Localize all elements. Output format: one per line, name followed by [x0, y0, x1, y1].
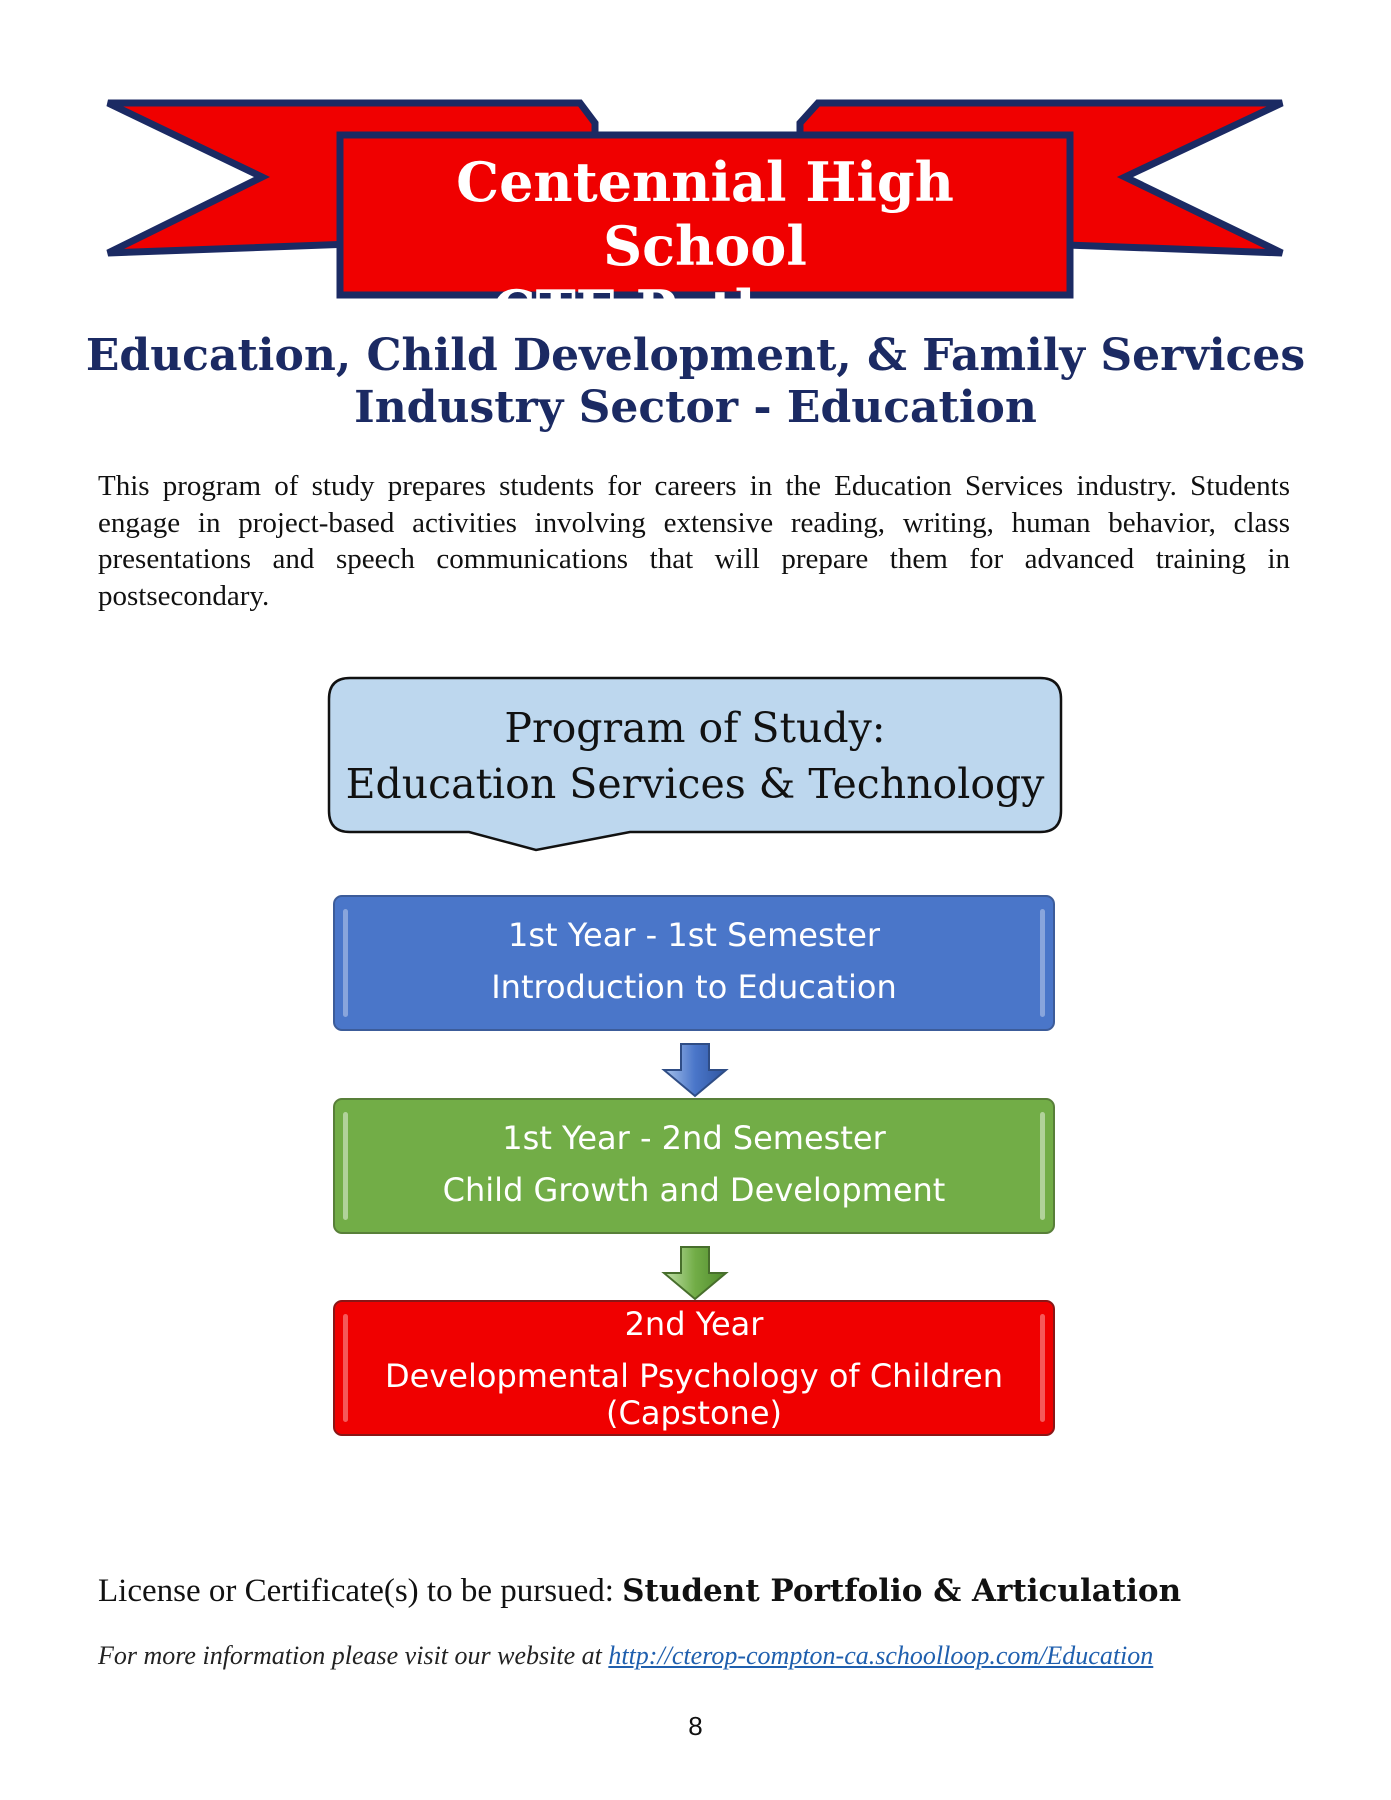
- banner-title-line2: CTE Pathways: [492, 278, 918, 342]
- stage-2-box: [333, 1098, 1055, 1234]
- license-label: License or Certificate(s) to be pursued:: [98, 1573, 623, 1609]
- license-line: [98, 1573, 1298, 1610]
- down-arrow-icon: [660, 1042, 730, 1098]
- program-description: This program of study prepares students for careers in the Education Services industry. Students engage in project-based activities involving extensive reading, writing, human behavior, class presentations and speech communications that will prepare them for advanced training in postsecondary.: [98, 470, 1290, 612]
- program-callout-line1: Program of Study:: [504, 704, 886, 752]
- stage-3-term: 2nd Year: [624, 1305, 764, 1343]
- stage-2-term: 1st Year - 2nd Semester: [502, 1119, 886, 1157]
- website-link[interactable]: http://cterop-compton-ca.schoolloop.com/Education: [608, 1641, 1154, 1670]
- stage-1-term: 1st Year - 1st Semester: [507, 916, 881, 954]
- stage-1-course: Introduction to Education: [491, 968, 897, 1006]
- stage-3-course: Developmental Psychology of Children: [385, 1357, 1003, 1395]
- more-info-text: For more information please visit our website at: [98, 1641, 609, 1670]
- sector-heading-line2: Industry Sector - Education: [354, 382, 1037, 433]
- license-value: Student Portfolio & Articulation: [622, 1573, 1182, 1609]
- program-callout-line2: Education Services & Technology: [345, 760, 1045, 808]
- banner-title-line1: Centennial High School: [456, 150, 954, 278]
- more-info-line: [98, 1641, 1348, 1671]
- stage-3-note: (Capstone): [606, 1394, 782, 1432]
- program-callout: [330, 700, 1060, 812]
- stage-3-box: [333, 1300, 1055, 1436]
- banner-title: [345, 150, 1065, 342]
- sector-heading: [60, 330, 1331, 434]
- page-number: 8: [688, 1711, 703, 1741]
- stage-2-course: Child Growth and Development: [442, 1171, 946, 1209]
- stage-1-box: [333, 895, 1055, 1031]
- down-arrow-icon: [660, 1245, 730, 1301]
- sector-heading-line1: Education, Child Development, & Family Services: [85, 330, 1306, 381]
